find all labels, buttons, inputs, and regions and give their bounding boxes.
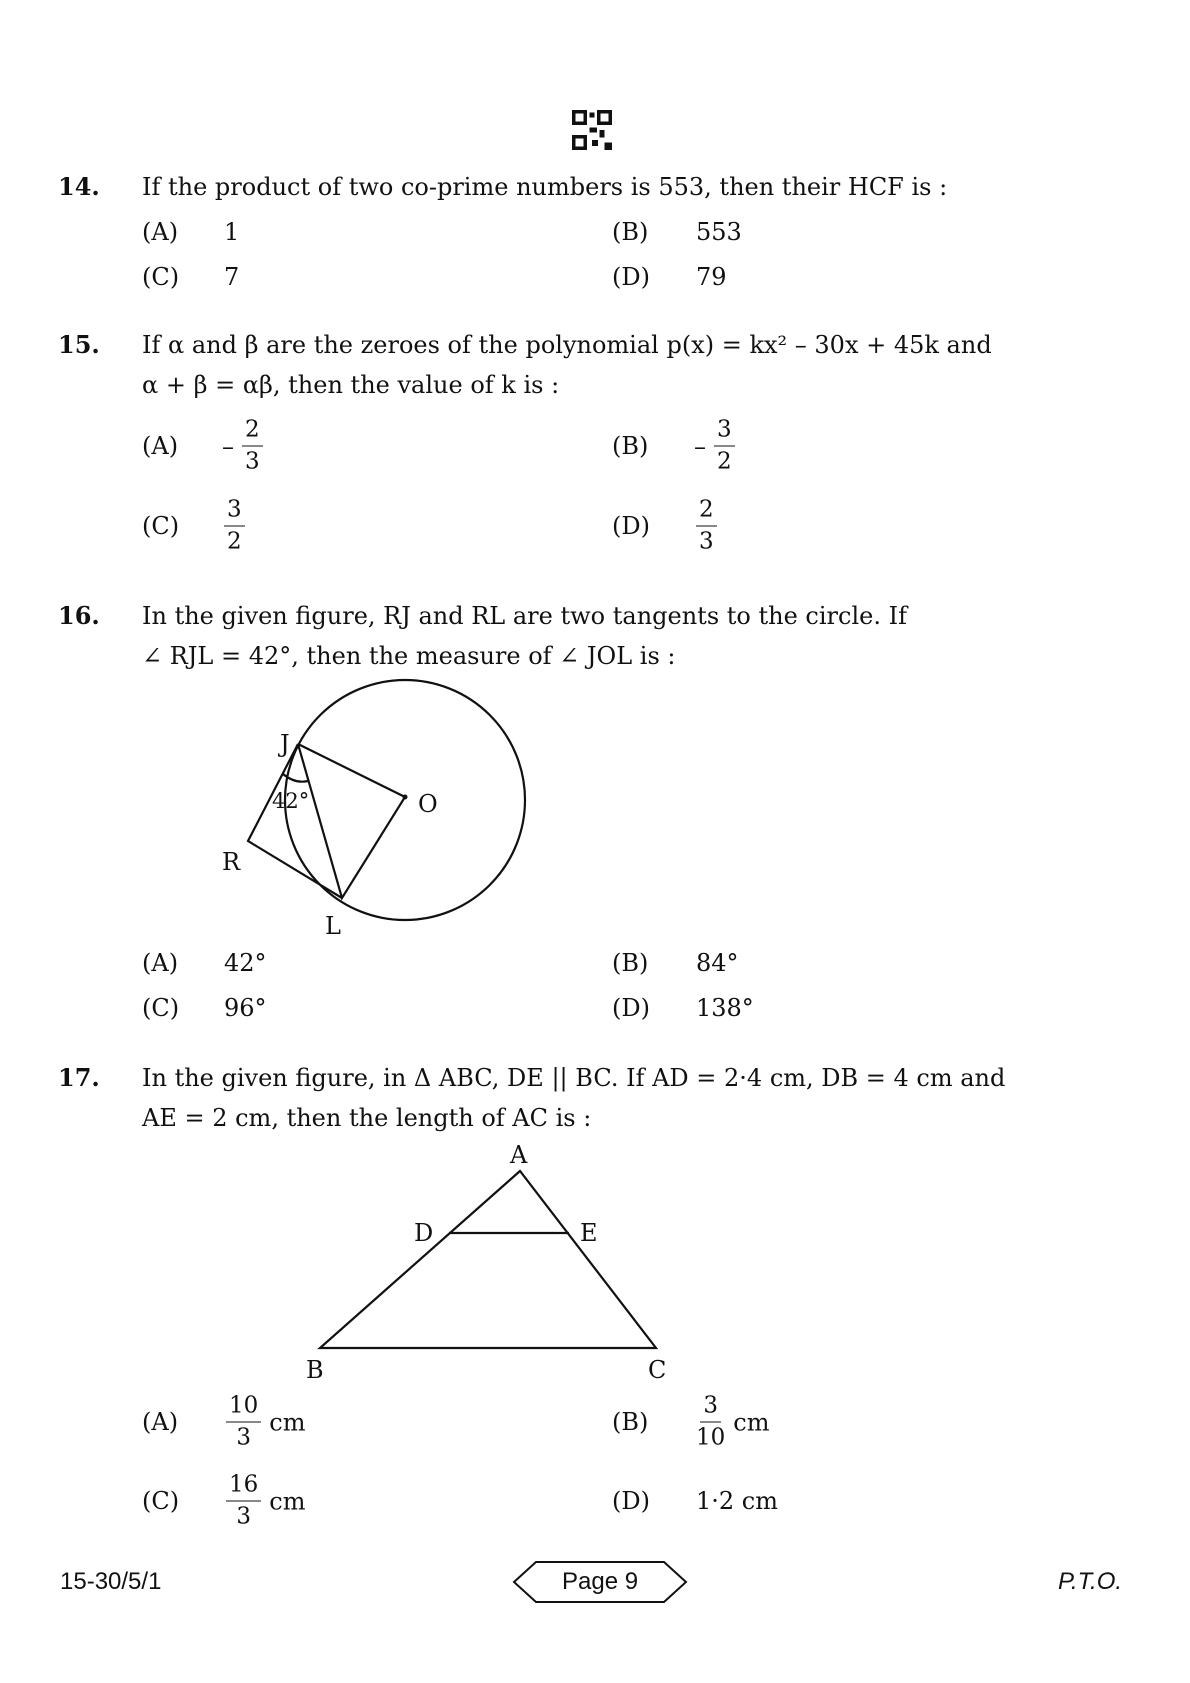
minus-sign: – [694,432,706,460]
tangent-lines [248,744,342,898]
numerator: 10 [226,1395,261,1423]
denominator: 3 [245,448,260,475]
numerator: 3 [714,419,735,447]
numerator: 16 [226,1474,261,1502]
option-value: 7 [224,263,240,291]
label-j: J [280,730,290,758]
question-text: ∠ RJL = 42°, then the measure of ∠ JOL is : [142,642,676,670]
option-value: 553 [696,218,742,246]
option-value: 79 [696,263,727,291]
label-l: L [325,912,341,940]
option-label: (C) [142,994,180,1022]
label-b: B [306,1356,324,1384]
option-value [696,1392,770,1451]
denominator: 3 [236,1503,251,1530]
option-value [226,1392,306,1451]
question-number: 17. [58,1063,100,1092]
option-value: 1 [224,218,240,246]
fraction [226,1471,261,1530]
please-turn-over: P.T.O. [1058,1568,1123,1595]
option-value: 96° [224,994,267,1022]
radii-and-chord [298,744,405,898]
option-label: (B) [612,949,649,977]
question-number: 15. [58,330,100,359]
label-e: E [580,1219,598,1247]
option-value: 42° [224,949,267,977]
option-label: (B) [612,218,649,246]
option-label: (C) [142,1487,180,1515]
option-label: (D) [612,1487,650,1515]
option-label: (B) [612,432,649,460]
triangle-figure [320,1171,656,1348]
page-number: Page 9 [562,1568,639,1595]
fraction [696,1392,726,1451]
unit: cm [733,1408,770,1436]
question-text: In the given figure, in Δ ABC, DE || BC. If AD = 2·4 cm, DB = 4 cm and [142,1064,1006,1092]
paper-code: 15-30/5/1 [60,1568,162,1595]
option-label: (A) [142,432,179,460]
denominator: 3 [236,1424,251,1451]
label-a: A [510,1141,528,1169]
minus-sign: – [222,432,234,460]
option-label: (D) [612,994,650,1022]
option-value: 84° [696,949,739,977]
option-label: (D) [612,512,650,540]
denominator: 10 [696,1424,726,1451]
question-number: 16. [58,601,100,630]
option-label: (A) [142,1408,179,1436]
question-text: If α and β are the zeroes of the polynomial p(x) = kx² – 30x + 45k and [142,331,992,359]
option-value [226,1471,306,1530]
label-angle: 42° [272,789,310,813]
denominator: 2 [227,528,242,555]
question-number: 14. [58,172,100,201]
question-text: If the product of two co-prime numbers is 553, then their HCF is : [142,173,948,201]
denominator: 2 [717,448,732,475]
option-label: (C) [142,512,180,540]
question-text: α + β = αβ, then the value of k is : [142,371,560,399]
question-text: AE = 2 cm, then the length of AC is : [142,1104,592,1132]
numerator: 3 [224,499,245,527]
numerator: 2 [696,499,717,527]
option-label: (A) [142,949,179,977]
label-r: R [222,848,241,876]
numerator: 2 [242,419,263,447]
label-o: O [418,790,438,818]
numerator: 3 [700,1395,721,1423]
fraction [226,1392,261,1451]
option-label: (D) [612,263,650,291]
option-label: (A) [142,218,179,246]
label-d: D [414,1219,434,1247]
center-point [403,795,408,800]
unit: cm [269,1487,306,1515]
option-label: (C) [142,263,180,291]
label-c: C [648,1356,667,1384]
denominator: 3 [699,528,714,555]
option-value: 138° [696,994,754,1022]
question-text: In the given figure, RJ and RL are two tangents to the circle. If [142,602,907,630]
option-label: (B) [612,1408,649,1436]
option-value: 1·2 cm [696,1487,778,1515]
unit: cm [269,1408,306,1436]
